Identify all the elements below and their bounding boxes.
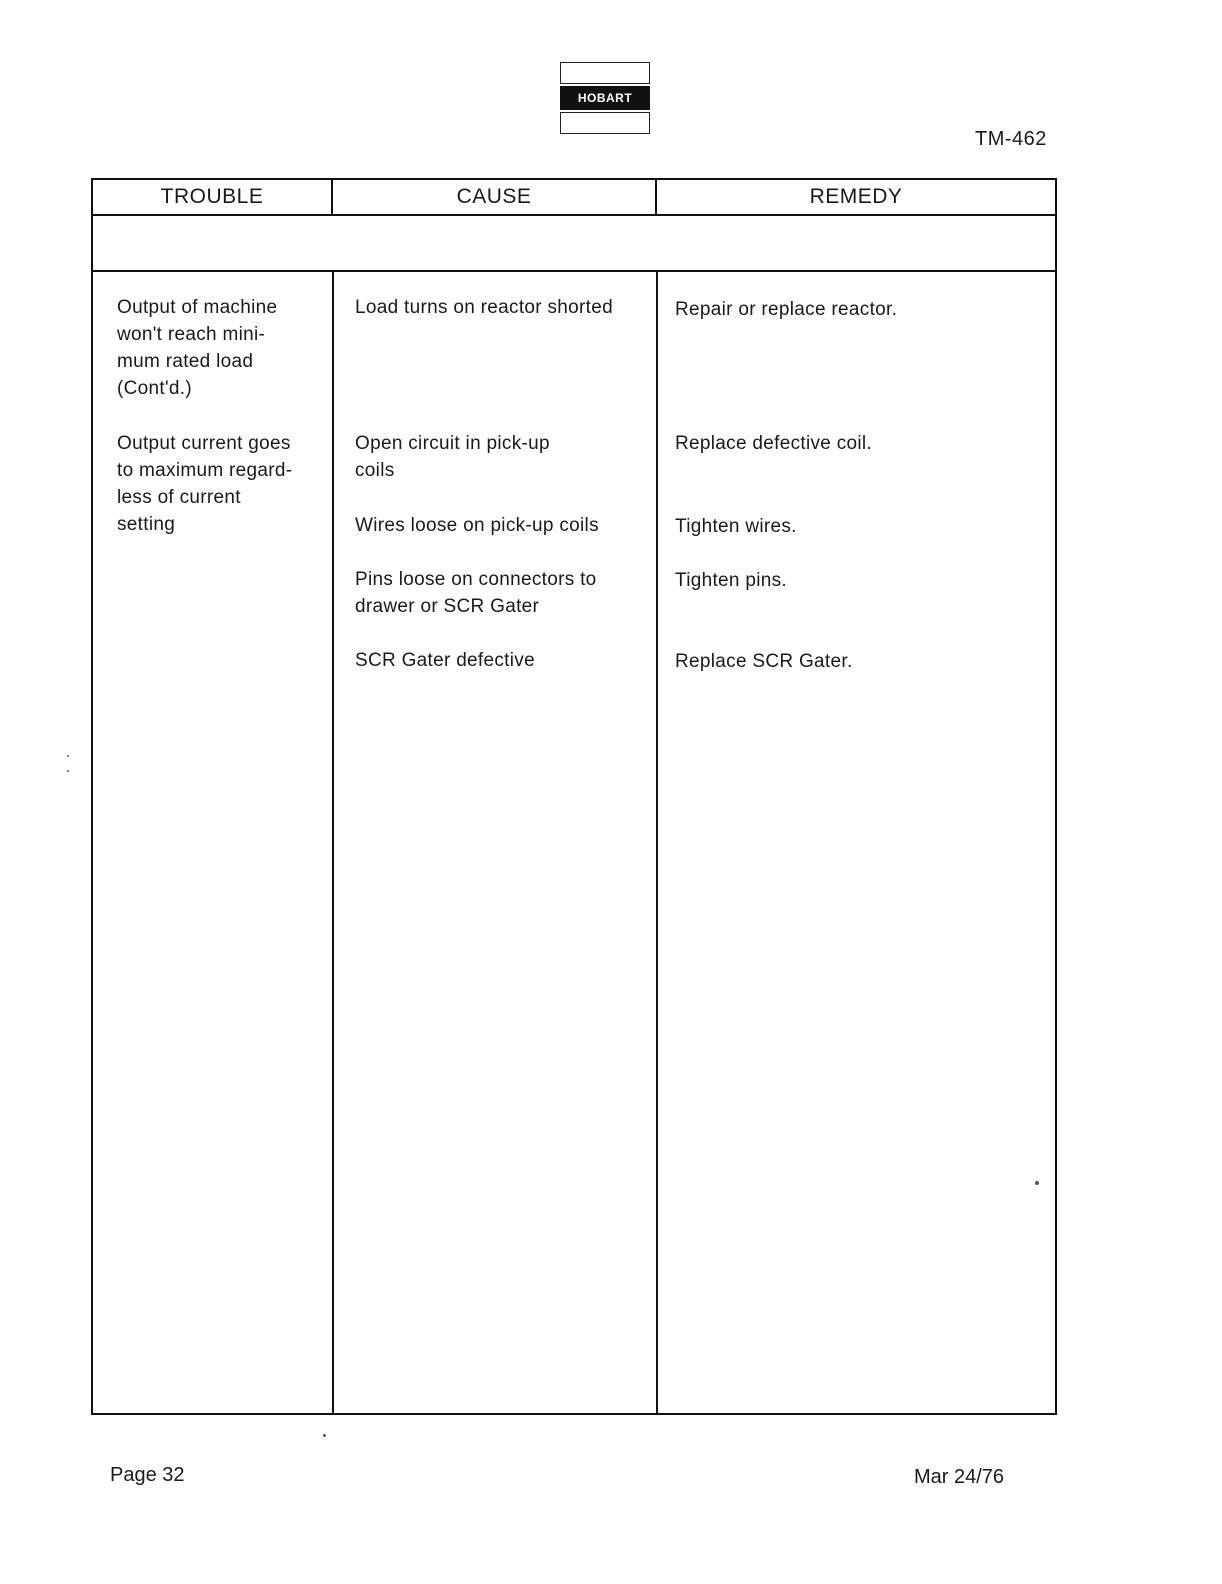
logo-text: HOBART [560, 86, 650, 110]
remedy-cell: Tighten pins. [675, 570, 787, 591]
column-divider [332, 272, 334, 1413]
cause-cell: Wires loose on pick-up coils [355, 515, 599, 536]
remedy-cell: Replace defective coil. [675, 433, 873, 454]
trouble-cell: Output current goes to maximum regard- less of current setting [117, 433, 293, 535]
scan-speck [1035, 1181, 1039, 1185]
revision-date: Mar 24/76 [914, 1466, 1005, 1488]
header-band-divider [93, 270, 1055, 272]
remedy-cell: Replace SCR Gater. [675, 651, 853, 672]
scan-speck [67, 755, 69, 757]
column-header-cause: CAUSE [456, 185, 532, 208]
scan-speck [323, 1434, 326, 1437]
document-number: TM-462 [975, 128, 1047, 150]
column-header-trouble: TROUBLE [160, 185, 264, 208]
troubleshooting-table [91, 178, 1057, 1415]
remedy-cell: Repair or replace reactor. [675, 299, 898, 320]
logo-top-box [560, 62, 650, 84]
cause-cell: Open circuit in pick-up coils [355, 433, 550, 481]
cause-cell: SCR Gater defective [355, 650, 535, 671]
scan-speck [67, 770, 69, 772]
trouble-cell: Output of machine won't reach mini- mum rated load (Cont'd.) [117, 297, 278, 399]
hobart-logo [560, 62, 650, 134]
cause-cell: Load turns on reactor shorted [355, 297, 613, 318]
logo-bottom-box [560, 112, 650, 134]
page-number: Page 32 [110, 1464, 185, 1486]
column-divider [656, 272, 658, 1413]
remedy-cell: Tighten wires. [675, 516, 797, 537]
column-header-remedy: REMEDY [809, 185, 903, 208]
cause-cell: Pins loose on connectors to drawer or SCR Gater [355, 569, 597, 617]
table-header [93, 180, 1055, 216]
